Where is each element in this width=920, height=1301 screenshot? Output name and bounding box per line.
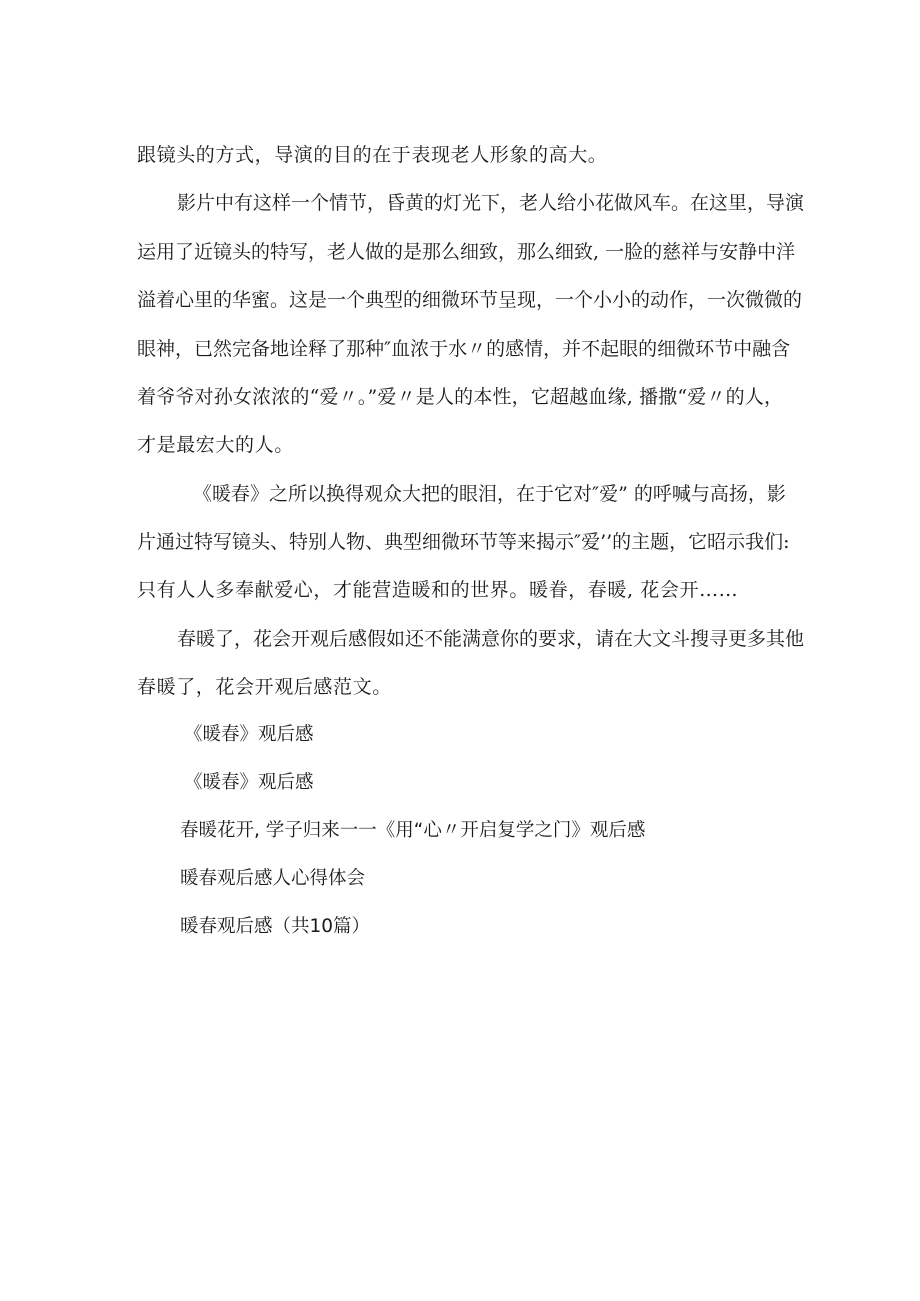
paragraph-line: 只有人人多奉献爱心，才能营造暖和的世界。暖眷，春暖, 花会开…… xyxy=(137,579,739,601)
paragraph-line: 春暖了，花会开观后感假如还不能满意你的要求，请在大文斗搜寻更多其他 xyxy=(177,628,805,650)
paragraph-line: 跟镜头的方式，导演的目的在于表现老人形象的高大。 xyxy=(137,144,608,166)
paragraph-line: 运用了近镜头的特写，老人做的是那么细致，那么细致, 一脸的慈祥与安静中洋 xyxy=(137,241,796,263)
related-link[interactable]: 暖春观后感人心得体会 xyxy=(180,868,366,889)
paragraph-line: 春暖了，花会开观后感范文。 xyxy=(137,676,392,698)
paragraph-line: 着爷爷对孙女浓浓的“爱〃。”爱〃是人的本性，它超越血缘, 播撒“爱〃的人， xyxy=(137,386,783,408)
paragraph-line: 片通过特写镜头、特别人物、典型细微环节等来揭示″爱’’的主题，它昭示我们: xyxy=(137,531,790,553)
related-link[interactable]: 《暖春》观后感 xyxy=(184,772,314,793)
related-link[interactable]: 《暖春》观后感 xyxy=(184,724,314,745)
related-link[interactable]: 春暖花开, 学子归来一一《用“心〃开启复学之门》观后感 xyxy=(180,820,646,841)
paragraph-line: 才是最宏大的人。 xyxy=(137,434,294,456)
paragraph-line: 影片中有这样一个情节，昏黄的灯光下，老人给小花做风车。在这里，导演 xyxy=(177,192,805,214)
paragraph-line: 眼神，已然完备地诠释了那种″血浓于水〃的感情，并不起眼的细微环节中融含 xyxy=(137,338,791,360)
related-link[interactable]: 暖春观后感（共10篇） xyxy=(180,916,371,937)
paragraph-line: 溢着心里的华蜜。这是一个典型的细微环节呈现，一个小小的动作，一次微微的 xyxy=(137,289,803,311)
paragraph-line: 《暖春》之所以换得观众大把的眼泪，在于它对″爱” 的呼喊与高扬，影 xyxy=(193,483,786,505)
